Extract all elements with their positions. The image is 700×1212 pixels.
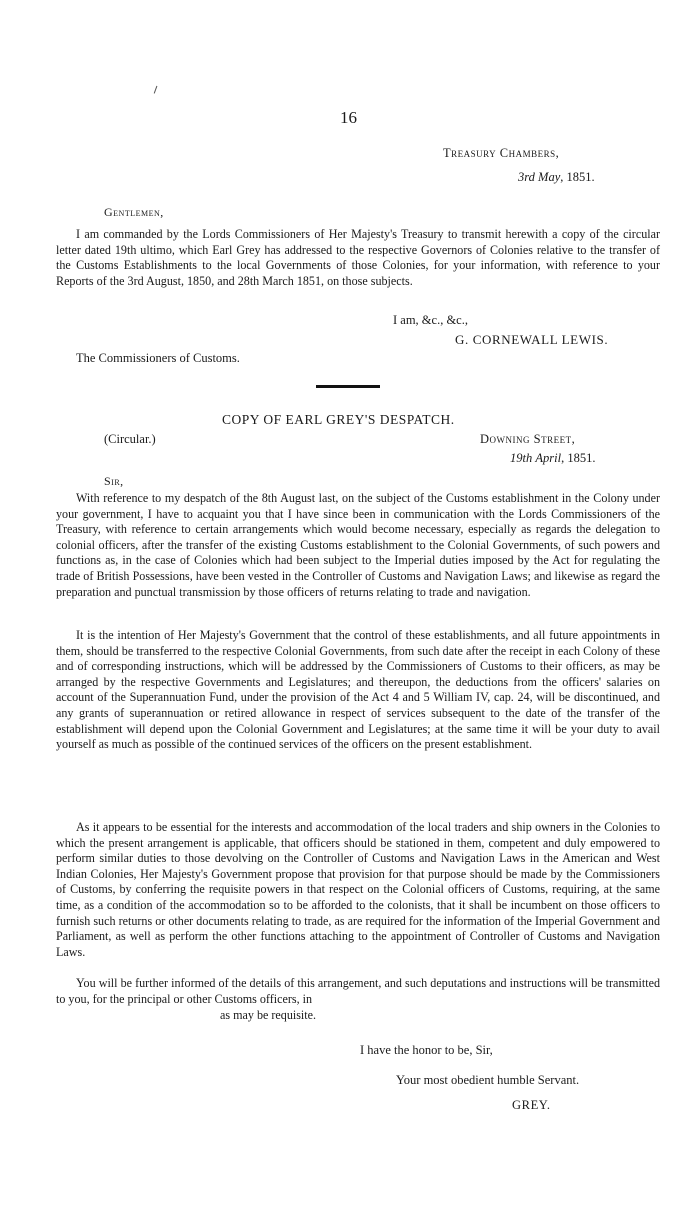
despatch-heading: COPY OF EARL GREY'S DESPATCH.: [222, 412, 455, 427]
despatch-paragraph-4: [56, 976, 660, 1007]
despatch-paragraph-4-tail: as may be requisite.: [220, 1008, 317, 1022]
despatch-paragraph-2: [56, 628, 660, 753]
letter-addressee: The Commissioners of Customs.: [76, 351, 240, 365]
despatch-paragraph: It is the intention of Her Majesty's Government that the control of these establishments, and all future appointments in them, should be transferred to the respective Colonial Governments, from such date after the receipt in each Colony of these and of corresponding instructions, which will be addressed by the Commissioners of Customs to their officers, as may be arranged by the respective Governments and Legislatures; and thereupon, the deductions from the officers' salaries on account of the Superannuation Fund, under the provision of the Act 4 and 5 William IV, cap. 24, will be discontinued, and any grants of superannuation or retired allowance in respect of services subsequent to the date of the transfer of the establishment will depend upon the Colonial Government and Legislatures; at the same time it will be your duty to avail yourself as much as possible of the continued services of the officers on the present establishment.: [56, 628, 660, 752]
despatch-paragraph-1: [56, 491, 660, 600]
despatch-circular: (Circular.): [104, 432, 156, 446]
despatch-closing-1: I have the honor to be, Sir,: [360, 1043, 493, 1057]
page-number: 16: [340, 108, 357, 127]
despatch-closing-2: Your most obedient humble Servant.: [396, 1073, 580, 1087]
despatch-date-year: , 1851.: [561, 451, 596, 465]
despatch-place: Downing Street,: [480, 432, 576, 446]
despatch-paragraph: With reference to my despatch of the 8th August last, on the subject of the Customs establishment in the Colony under your government, I have to acquaint you that I have since been in communication with the Lords Commissioners of the Treasury, with reference to certain arrangements which would become necessary, especially as regards the delegation to colonial officers, after the transfer of the existing Customs establishment to the Colonial Governments, of such powers and functions as, in the case of Colonies which had been subject to the Imperial duties imposed by the Act for regulating the trade of British Possessions, have been vested in the Controller of Customs and Navigation Laws; and likewise as regard the preparation and punctual transmission by those officers of returns relating to trade and navigation.: [56, 491, 660, 599]
letter-place: Treasury Chambers,: [443, 146, 560, 160]
letter-date-year: , 1851.: [560, 170, 595, 184]
letter-date-month: May: [538, 170, 561, 184]
despatch-date-day: 19th: [510, 451, 533, 465]
despatch-paragraph: You will be further informed of the details of this arrangement, and such deputations and instructions will be transmitted to you, for the principal or other Customs officers, in: [56, 976, 660, 1006]
letter-date: [518, 170, 595, 185]
despatch-signature: GREY.: [512, 1098, 551, 1112]
letter-salutation: Gentlemen,: [104, 205, 164, 219]
despatch-salutation: Sir,: [104, 474, 124, 488]
letter-body: [56, 227, 660, 289]
stray-mark: [154, 86, 160, 95]
despatch-date-month: April: [535, 451, 562, 465]
despatch-paragraph: As it appears to be essential for the interests and accommodation of the local traders and ship owners in the Colonies to which the present arrangement is applicable, that officers should be stationed in them, competent and duly empowered to perform similar duties to those devolving on the Controller of Customs and Navigation Laws in the American and West Indian Colonies, Her Majesty's Government propose that provision for that purpose should be made by the Commissioners of Customs, by conferring the requisite powers in that respect on the Colonial officers of Customs, requiring, at the same time, as a condition of the accommodation so to be afforded to the colonists, that it shall be incumbent on those officers to furnish such returns or other documents relating to trade, as are required for the information of the Imperial Government and Parliament, as well as perform the other functions attaching to the appointment of Controller of Customs and Navigation Laws.: [56, 820, 660, 959]
letter-paragraph: I am commanded by the Lords Commissioners of Her Majesty's Treasury to transmit herewith a copy of the circular letter dated 19th ultimo, which Earl Grey has addressed to the respective Governors of Colonies relative to the transfer of the Customs Establishments to the local Governments of those Colonies, for your information, with reference to your Reports of the 3rd August, 1850, and 28th March 1851, on those subjects.: [56, 227, 660, 288]
despatch-paragraph-3: [56, 820, 660, 960]
despatch-date: [510, 451, 595, 466]
letter-closing: I am, &c., &c.,: [393, 313, 468, 327]
letter-date-day: 3rd: [518, 170, 535, 184]
section-divider: [316, 385, 380, 388]
letter-signature: G. CORNEWALL LEWIS.: [455, 332, 609, 347]
